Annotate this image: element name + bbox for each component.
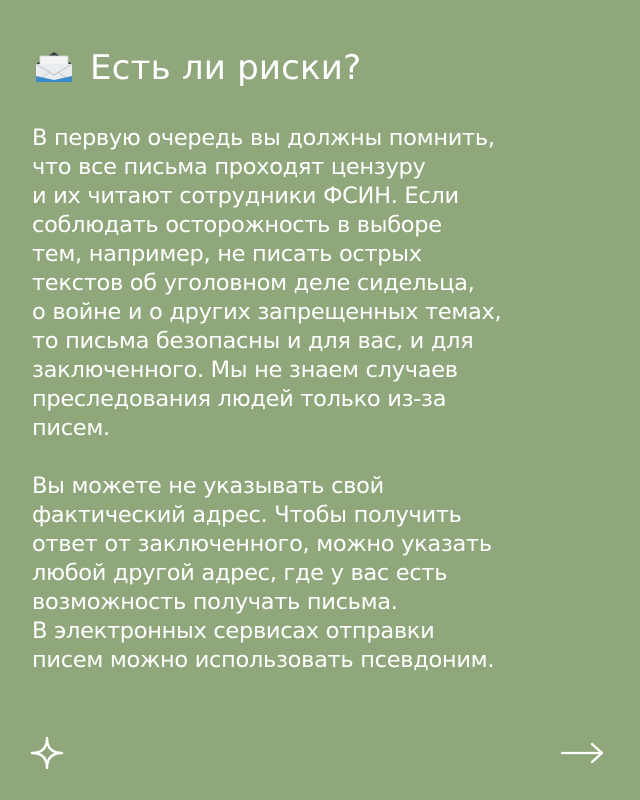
paragraph-censorship: В первую очередь вы должны помнить, что все письма проходят цензуру и их читают сотрудники ФСИН. Если соблюдать осторожность в выборе тем, например, не писать острых текстов об уголовном деле сидельца, о войне и о других запрещенных темах, то письма безопасны и для вас, и для заключенного. Мы не знаем случаев преследования людей только из-за писем.: [32, 125, 502, 441]
arrow-right-icon[interactable]: [560, 738, 606, 768]
page-title: Есть ли риски?: [90, 48, 362, 88]
body-text: [32, 124, 617, 675]
paragraph-address: Вы можете не указывать свой фактический адрес. Чтобы получить ответ от заключенного, можно указать любой другой адрес, где у вас есть возможность получать письма. В электронных сервисах отправки писем можно использовать псевдоним.: [32, 473, 495, 673]
header: [32, 46, 361, 90]
envelope-icon: [32, 50, 76, 86]
sparkle-icon: [30, 736, 64, 770]
